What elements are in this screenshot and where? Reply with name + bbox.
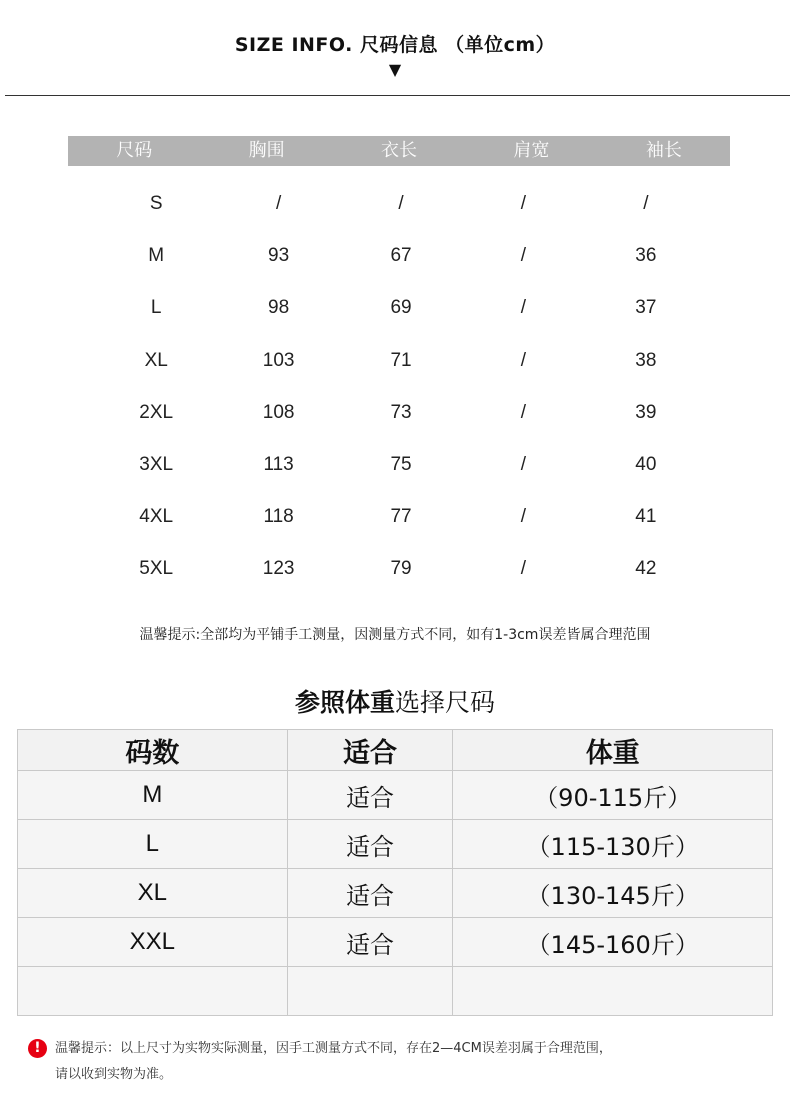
table-cell: 4XL xyxy=(139,506,174,528)
weight-col-header: 体重 xyxy=(453,730,773,771)
weight-section-title xyxy=(0,683,790,719)
table-cell xyxy=(287,967,453,1016)
table-cell: （115-130斤） xyxy=(453,820,773,869)
weight-col-header: 码数 xyxy=(18,730,288,771)
page-title: SIZE INFO. 尺码信息 （单位cm） xyxy=(234,34,556,56)
table-cell: 103 xyxy=(262,349,295,371)
table-cell: 42 xyxy=(635,558,657,580)
size-col-header: 袖长 xyxy=(645,140,682,161)
table-cell: （90-115斤） xyxy=(453,771,773,820)
header-divider xyxy=(5,95,790,96)
table-cell: 3XL xyxy=(139,454,174,476)
table-cell: / xyxy=(520,349,527,371)
weight-table xyxy=(17,729,773,1016)
table-cell xyxy=(18,967,288,1016)
table-cell: 71 xyxy=(390,349,412,371)
size-table-body xyxy=(95,178,707,596)
table-row xyxy=(18,771,773,820)
weight-table-header xyxy=(18,730,773,771)
table-cell: / xyxy=(520,558,527,580)
table-cell: 73 xyxy=(390,401,412,423)
size-table-header xyxy=(68,136,730,166)
table-cell: / xyxy=(275,193,282,215)
table-cell: / xyxy=(520,193,527,215)
table-cell: 37 xyxy=(635,297,657,319)
table-row xyxy=(95,335,707,387)
table-cell xyxy=(453,967,773,1016)
table-cell: 39 xyxy=(635,401,657,423)
table-cell: （130-145斤） xyxy=(453,869,773,918)
table-cell: / xyxy=(520,297,527,319)
table-cell: XXL xyxy=(18,918,288,967)
table-cell: S xyxy=(149,193,163,215)
table-row xyxy=(18,869,773,918)
table-cell: 123 xyxy=(262,558,295,580)
table-cell: 适合 xyxy=(287,771,453,820)
warning-line-1 xyxy=(28,1036,768,1062)
warning-note xyxy=(28,1036,768,1088)
table-cell: 5XL xyxy=(139,558,174,580)
table-cell: / xyxy=(398,193,404,215)
table-cell: XL xyxy=(144,349,168,371)
table-row xyxy=(95,439,707,491)
table-cell: 79 xyxy=(390,558,412,580)
table-cell: 77 xyxy=(390,506,412,528)
table-cell: 69 xyxy=(390,297,412,319)
table-cell: 36 xyxy=(635,245,657,267)
table-cell: 40 xyxy=(635,454,657,476)
size-col-header: 肩宽 xyxy=(513,140,550,161)
table-cell: 67 xyxy=(390,245,412,267)
down-arrow-icon: ▼ xyxy=(388,60,402,79)
table-row xyxy=(95,387,707,439)
table-cell: 98 xyxy=(268,297,290,319)
warning-icon: ! xyxy=(28,1039,47,1058)
table-row xyxy=(95,178,707,230)
table-cell: / xyxy=(643,193,649,215)
weight-title-bold: 参照体重 xyxy=(294,688,395,717)
table-row xyxy=(18,820,773,869)
table-cell: 118 xyxy=(263,506,294,528)
table-cell: / xyxy=(520,506,527,528)
table-cell: L xyxy=(18,820,288,869)
table-row xyxy=(95,543,707,595)
warning-text-1: 温馨提示：以上尺寸为实物实际测量，因手工测量方式不同，存在2—4CM误差羽属于合理范围， xyxy=(55,1041,612,1056)
table-row xyxy=(95,491,707,543)
weight-col-header: 适合 xyxy=(287,730,453,771)
table-cell: 38 xyxy=(635,349,657,371)
table-cell: 108 xyxy=(262,401,295,423)
table-row xyxy=(95,230,707,282)
table-cell: 41 xyxy=(635,506,657,528)
warning-text-2: 请以收到实物为准。 xyxy=(55,1067,173,1082)
weight-title-rest: 选择尺码 xyxy=(395,688,496,717)
table-row xyxy=(18,918,773,967)
size-col-header: 衣长 xyxy=(381,140,418,161)
table-cell: / xyxy=(520,454,527,476)
table-cell: 93 xyxy=(268,245,290,267)
table-cell: 113 xyxy=(263,454,294,476)
table-cell: M xyxy=(148,245,165,267)
table-cell: 适合 xyxy=(287,820,453,869)
table-cell: （145-160斤） xyxy=(453,918,773,967)
table-cell: M xyxy=(18,771,288,820)
table-row xyxy=(95,282,707,334)
measurement-tip: 温馨提示:全部均为平铺手工测量，因测量方式不同，如有1-3cm误差皆属合理范围 xyxy=(139,627,651,643)
table-cell: 适合 xyxy=(287,869,453,918)
table-cell: L xyxy=(150,297,162,319)
table-cell: 适合 xyxy=(287,918,453,967)
size-col-header: 尺码 xyxy=(116,140,153,161)
empty-table-row xyxy=(18,967,773,1016)
table-cell: 2XL xyxy=(139,401,174,423)
table-cell: / xyxy=(520,245,527,267)
table-cell: / xyxy=(520,401,527,423)
table-cell: XL xyxy=(18,869,288,918)
table-cell: 75 xyxy=(390,454,412,476)
size-col-header: 胸围 xyxy=(248,140,285,161)
